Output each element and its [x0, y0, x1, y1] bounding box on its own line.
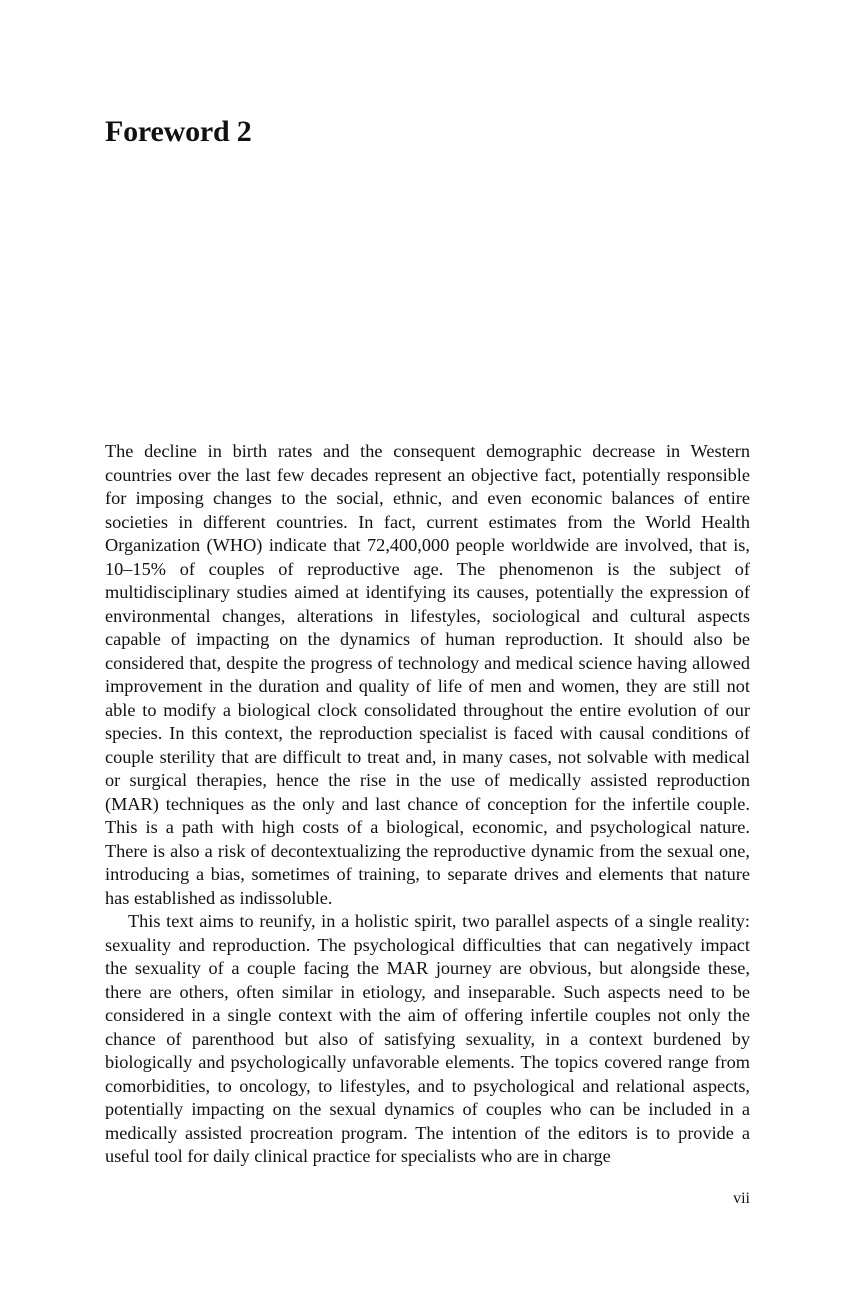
paragraph-1: The decline in birth rates and the consequent demographic decrease in Western countries over the last few decades represent an objective fact, potentially responsible for imposing changes to the social, ethnic, and even economic balances of entire societies in different countries. In fact, current estimates from the World Health Organization (WHO) indicate that 72,400,000 people worldwide are involved, that is, 10–15% of couples of reproductive age. The phenomenon is the subject of multidisciplinary studies aimed at identifying its causes, potentially the expression of environmental changes, alterations in lifestyles, sociological and cultural aspects capable of impacting on the dynamics of human reproduction. It should also be considered that, despite the progress of technology and medical science having allowed improvement in the duration and quality of life of men and women, they are still not able to modify a biological clock consolidated throughout the entire evolution of our species. In this context, the reproduction specialist is faced with causal conditions of couple sterility that are difficult to treat and, in many cases, not solvable with medical or surgical therapies, hence the rise in the use of medically assisted reproduction (MAR) techniques as the only and last chance of conception for the infertile couple. This is a path with high costs of a biological, economic, and psychological nature. There is also a risk of decontextualizing the reproductive dynamic from the sexual one, introducing a bias, sometimes of training, to separate drives and elements that nature has established as indissoluble. [105, 441, 750, 908]
body-text [105, 440, 750, 1169]
chapter-title: Foreword 2 [105, 115, 252, 148]
paragraph-2: This text aims to reunify, in a holistic spirit, two parallel aspects of a single reality: sexuality and reproduction. The psychological difficulties that can negatively impact the sexuality of a couple facing the MAR journey are obvious, but alongside these, there are others, often similar in etiology, and inseparable. Such aspects need to be considered in a single context with the aim of offering infertile couples not only the chance of parenthood but also of satisfying sexuality, in a context burdened by biologically and psychologically unfavorable elements. The topics covered range from comorbidities, to oncology, to lifestyles, and to psychological and relational aspects, potentially impacting on the sexual dynamics of couples who can be included in a medically assisted procreation program. The intention of the editors is to provide a useful tool for daily clinical practice for specialists who are in charge [105, 911, 750, 1166]
page-number: vii [733, 1190, 750, 1207]
